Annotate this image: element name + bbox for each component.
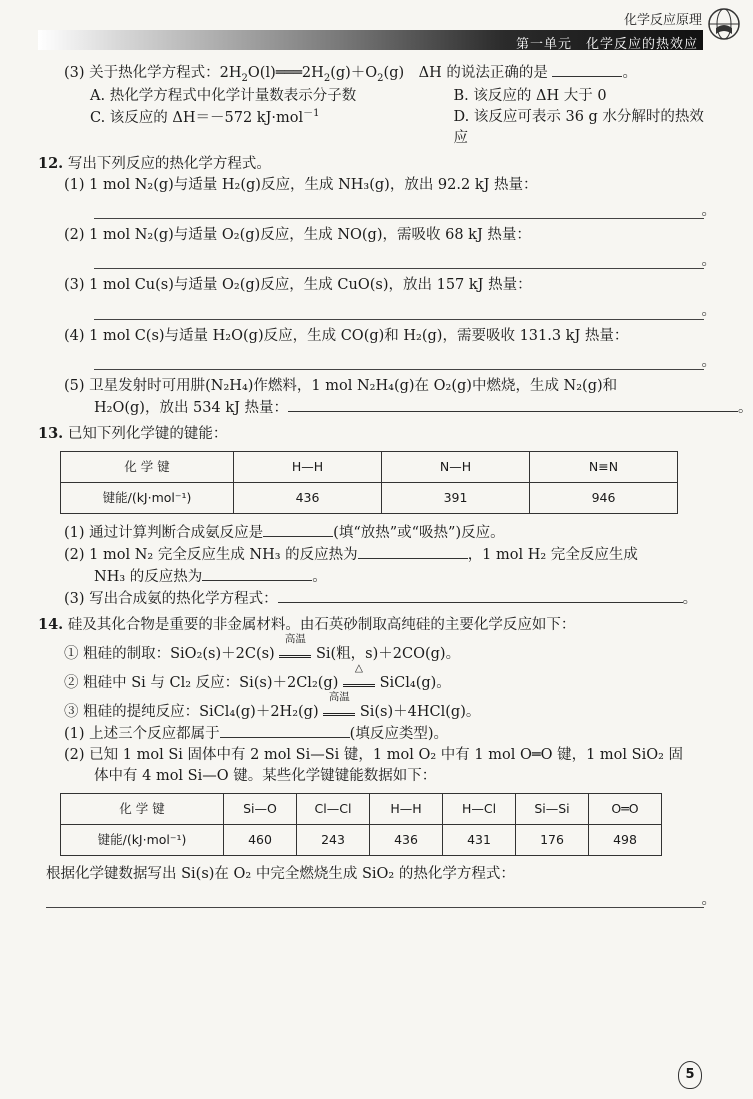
q12-stem: 12. 写出下列反应的热化学方程式。 (38, 155, 271, 173)
q12-answer-4[interactable]: 。 (94, 355, 704, 370)
option-d[interactable]: D. 该反应可表示 36 g 水分解时的热效应 (453, 109, 704, 147)
q12-answer-1[interactable]: 。 (94, 204, 704, 219)
q14-reaction-3: ③ 粗硅的提纯反应：SiCl₄(g)＋2H₂(g) 高温 Si(s)＋4HCl(g)。 (38, 702, 708, 723)
globe-book-icon (706, 6, 742, 42)
table-cell: 946 (530, 482, 678, 513)
q14-answer-final[interactable]: 。 (46, 893, 704, 908)
table-header: 化 学 键 (61, 793, 224, 824)
q12-part3: (3) 1 mol Cu(s)与适量 O₂(g)反应，生成 CuO(s)，放出 157 kJ 热量： (64, 277, 532, 294)
q13-answer-3[interactable] (278, 588, 683, 603)
q12-answer-3[interactable]: 。 (94, 305, 704, 320)
table-cell: 243 (297, 824, 370, 855)
table-row-label: 键能/(kJ·mol⁻¹) (61, 482, 234, 513)
q14-part1: (1) 上述三个反应都属于 (填反应类型)。 (38, 723, 708, 745)
reaction-arrow: △ (343, 673, 375, 694)
table-cell: 498 (589, 824, 662, 855)
page-number: 5 (678, 1061, 702, 1089)
q13-bond-energy-table (60, 451, 678, 514)
q14-reaction-2: ② 粗硅中 Si 与 Cl₂ 反应：Si(s)＋2Cl₂(g) △ SiCl₄(g)。 (38, 673, 708, 694)
table-header: H—Cl (443, 793, 516, 824)
option-c[interactable]: C. 该反应的 ΔH＝－572 kJ·mol$^{-1}$ (90, 108, 320, 127)
reaction-arrow: 高温 (279, 644, 311, 665)
q14-part2: (2) 已知 1 mol Si 固体中有 2 mol Si—Si 键，1 mol O₂ 中有 1 mol O═O 键，1 mol SiO₂ 固 (64, 746, 684, 763)
q13-answer-2b[interactable] (202, 566, 312, 581)
q13-part3: (3) 写出合成氨的热化学方程式： 。 (38, 588, 708, 610)
table-cell: 460 (224, 824, 297, 855)
unit-title: 第一单元 化学反应的热效应 (515, 37, 698, 52)
q12-part1: (1) 1 mol N₂(g)与适量 H₂(g)反应，生成 NH₃(g)，放出 92.2 kJ 热量： (64, 177, 538, 194)
q13-part2-cont: NH₃ 的反应热为 。 (38, 566, 708, 588)
reaction-arrow: 高温 (323, 702, 355, 723)
q12-answer-5[interactable] (288, 397, 738, 412)
q12-part5-cont: H₂O(g)，放出 534 kJ 热量： 。 (38, 397, 708, 419)
table-header: O═O (589, 793, 662, 824)
table-header: H—H (234, 451, 382, 482)
page-content (38, 62, 753, 914)
q12-part5: (5) 卫星发射时可用肼(N₂H₄)作燃料，1 mol N₂H₄(g)在 O₂(g)中燃烧，生成 N₂(g)和 (64, 377, 618, 394)
table-header: Si—O (224, 793, 297, 824)
answer-blank[interactable] (552, 62, 622, 77)
q13-part2: (2) 1 mol N₂ 完全反应生成 NH₃ 的反应热为 ，1 mol H₂ 完全反应生成 (38, 544, 708, 566)
q11-options-row1 (38, 86, 708, 107)
table-cell: 431 (443, 824, 516, 855)
table-header: N—H (382, 451, 530, 482)
table-cell: 436 (370, 824, 443, 855)
table-cell: 436 (234, 482, 382, 513)
q12-part2: (2) 1 mol N₂(g)与适量 O₂(g)反应，生成 NO(g)，需吸收 68 kJ 热量： (64, 227, 531, 244)
option-b[interactable]: B. 该反应的 ΔH 大于 0 (453, 88, 607, 105)
table-header: 化 学 键 (61, 451, 234, 482)
q13-stem: 13. 已知下列化学键的键能： (38, 424, 228, 442)
q14-final: 根据化学键数据写出 Si(s)在 O₂ 中完全燃烧生成 SiO₂ 的热化学方程式： (46, 865, 515, 882)
table-row-label: 键能/(kJ·mol⁻¹) (61, 824, 224, 855)
q12-part4: (4) 1 mol C(s)与适量 H₂O(g)反应，生成 CO(g)和 H₂(g)，需要吸收 131.3 kJ 热量： (64, 327, 629, 344)
q12-answer-2[interactable]: 。 (94, 254, 704, 269)
q14-answer-1[interactable] (220, 723, 350, 738)
q14-bond-energy-table (60, 793, 662, 856)
q11-part3-stem: (3) 关于热化学方程式：$2H_2O(l)═══2H_2(g)+O_2(g)$ ΔH 的说法正确的是 。 (38, 62, 708, 86)
table-header: Si—Si (516, 793, 589, 824)
q14-part2-cont: 体中有 4 mol Si—O 键。某些化学键键能数据如下： (94, 767, 437, 784)
q14-reaction-1: ① 粗硅的制取：SiO₂(s)＋2C(s) 高温 Si(粗，s)＋2CO(g)。 (38, 644, 708, 665)
q13-part1: (1) 通过计算判断合成氨反应是 (填“放热”或“吸热”)反应。 (38, 522, 708, 544)
table-header: N≡N (530, 451, 678, 482)
table-header: H—H (370, 793, 443, 824)
q13-answer-2a[interactable] (358, 544, 468, 559)
book-title: 化学反应原理 (623, 13, 702, 28)
q14-stem: 14. 硅及其化合物是重要的非金属材料。由石英砂制取高纯硅的主要化学反应如下： (38, 615, 576, 633)
table-header: Cl—Cl (297, 793, 370, 824)
option-a[interactable]: A. 热化学方程式中化学计量数表示分子数 (90, 88, 357, 105)
q11-options-row2 (38, 107, 708, 149)
table-cell: 391 (382, 482, 530, 513)
q13-answer-1[interactable] (263, 522, 333, 537)
table-cell: 176 (516, 824, 589, 855)
